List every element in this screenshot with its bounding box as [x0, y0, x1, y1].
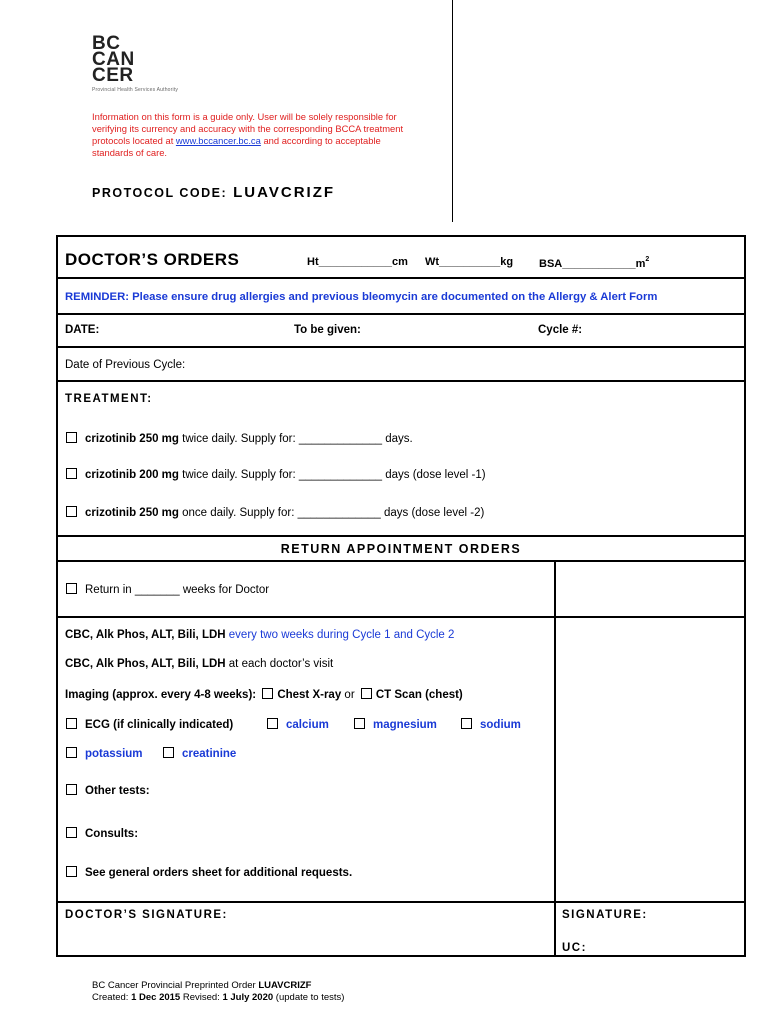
protocol-label: PROTOCOL CODE: [92, 186, 228, 200]
disclaimer-text [92, 111, 422, 159]
ecg-checkbox[interactable] [66, 718, 77, 729]
drug-name: crizotinib 250 mg [85, 433, 179, 445]
logo-line-1: BC [92, 33, 121, 54]
other-tests-label: Other tests: [85, 785, 150, 797]
to-be-given-label: To be given: [294, 324, 361, 336]
general-orders-option [66, 866, 352, 879]
divider [58, 616, 744, 618]
return-checkbox[interactable] [66, 583, 77, 594]
treatment-heading: TREATMENT: [65, 393, 153, 405]
sodium-label: sodium [480, 719, 521, 731]
cycle-label: Cycle #: [538, 324, 583, 336]
logo-line-2: CAN [92, 49, 135, 70]
labs-frequency: at each doctor’s visit [225, 658, 334, 670]
reminder-text: REMINDER: Please ensure drug allergies and previous bleomycin are documented on the Allergy & Alert Form [65, 291, 658, 303]
bccancer-link[interactable]: www.bccancer.bc.ca [175, 135, 261, 146]
header-divider [452, 0, 453, 222]
date-label: DATE: [65, 324, 100, 336]
general-orders-checkbox[interactable] [66, 866, 77, 877]
drug-name: crizotinib 200 mg [85, 469, 179, 481]
signature-label: SIGNATURE: [562, 909, 648, 921]
divider [58, 380, 744, 382]
labs-line-2 [65, 658, 333, 670]
calcium-label: calcium [286, 719, 329, 731]
weight-field[interactable]: Wt__________kg [425, 256, 514, 268]
column-divider [554, 560, 556, 957]
creatinine-checkbox[interactable] [163, 747, 174, 758]
imaging-label: Imaging (approx. every 4-8 weeks): [65, 689, 257, 701]
return-appointment-heading: RETURN APPOINTMENT ORDERS [280, 542, 522, 556]
magnesium-option [354, 718, 437, 731]
disclaimer-before: Information on this form is a guide only. User will be solely responsible for verifying its currency and accuracy with the corresponding BCCA treatment protocols located at [92, 111, 404, 146]
revised-date: 1 July 2020 [222, 992, 274, 1003]
divider [58, 346, 744, 348]
general-orders-label: See general orders sheet for additional requests. [85, 867, 353, 879]
created-date: 1 Dec 2015 [131, 992, 181, 1003]
divider [58, 277, 744, 279]
form-title: DOCTOR’S ORDERS [65, 250, 240, 269]
sodium-option [461, 718, 521, 731]
consults-checkbox[interactable] [66, 827, 77, 838]
treatment-checkbox[interactable] [66, 506, 77, 517]
ct-scan-label: CT Scan (chest) [375, 689, 463, 701]
footer [92, 980, 344, 1004]
uc-label: UC: [562, 942, 587, 954]
treatment-option [66, 506, 484, 519]
labs-tests: CBC, Alk Phos, ALT, Bili, LDH [65, 629, 226, 641]
footer-code: LUAVCRIZF [258, 980, 312, 991]
drug-instructions: once daily. Supply for: _____________ days (dose level -2) [178, 507, 485, 519]
ecg-line [66, 718, 233, 731]
treatment-option [66, 468, 486, 481]
footer-prefix: BC Cancer Provincial Preprinted Order [92, 980, 259, 991]
magnesium-checkbox[interactable] [354, 718, 365, 729]
height-field[interactable]: Ht____________cm [307, 256, 408, 268]
creatinine-label: creatinine [182, 748, 237, 760]
logo-line-3: CER [92, 65, 134, 86]
revision-note: (update to tests) [273, 992, 345, 1003]
bsa-field[interactable] [539, 256, 649, 270]
revised-label: Revised: [180, 992, 223, 1003]
treatment-checkbox[interactable] [66, 468, 77, 479]
labs-tests: CBC, Alk Phos, ALT, Bili, LDH [65, 658, 226, 670]
logo-subtitle: Provincial Health Services Authority [92, 87, 179, 93]
imaging-line [65, 688, 463, 701]
ecg-label: ECG (if clinically indicated) [85, 719, 234, 731]
consults-option [66, 827, 138, 840]
magnesium-label: magnesium [373, 719, 437, 731]
labs-frequency: every two weeks during Cycle 1 and Cycle 2 [225, 629, 455, 641]
divider [58, 535, 744, 537]
bsa-label: BSA____________m [539, 258, 646, 270]
footer-line-1 [92, 980, 344, 992]
treatment-checkbox[interactable] [66, 432, 77, 443]
divider [58, 313, 744, 315]
sodium-checkbox[interactable] [461, 718, 472, 729]
divider [58, 560, 744, 562]
divider [58, 901, 744, 903]
bsa-superscript: 2 [645, 256, 650, 263]
return-in-text: Return in _______ weeks for Doctor [85, 584, 270, 596]
created-label: Created: [92, 992, 132, 1003]
footer-line-2 [92, 992, 344, 1004]
drug-instructions: twice daily. Supply for: _____________ days (dose level -1) [178, 469, 486, 481]
calcium-checkbox[interactable] [267, 718, 278, 729]
disclaimer-after: and according to acceptable standards of care. [92, 135, 381, 158]
potassium-label: potassium [85, 748, 143, 760]
or-text: or [341, 689, 358, 701]
consults-label: Consults: [85, 828, 139, 840]
chest-xray-label: Chest X-ray [277, 689, 342, 701]
doctor-signature-label: DOCTOR’S SIGNATURE: [65, 909, 228, 921]
potassium-checkbox[interactable] [66, 747, 77, 758]
drug-name: crizotinib 250 mg [85, 507, 179, 519]
doctors-orders-form [56, 235, 746, 957]
other-tests-option [66, 784, 150, 797]
chest-xray-checkbox[interactable] [262, 688, 273, 699]
ct-scan-checkbox[interactable] [361, 688, 372, 699]
potassium-option [66, 747, 143, 760]
protocol-code-value: LUAVCRIZF [233, 184, 336, 201]
drug-instructions: twice daily. Supply for: _____________ days. [178, 433, 413, 445]
protocol-code [92, 184, 335, 201]
previous-cycle-label: Date of Previous Cycle: [65, 359, 186, 371]
bc-cancer-logo [92, 33, 212, 93]
labs-line-1 [65, 629, 454, 641]
treatment-option [66, 432, 413, 445]
calcium-option [267, 718, 329, 731]
other-tests-checkbox[interactable] [66, 784, 77, 795]
creatinine-option [163, 747, 236, 760]
return-in-option [66, 583, 269, 596]
